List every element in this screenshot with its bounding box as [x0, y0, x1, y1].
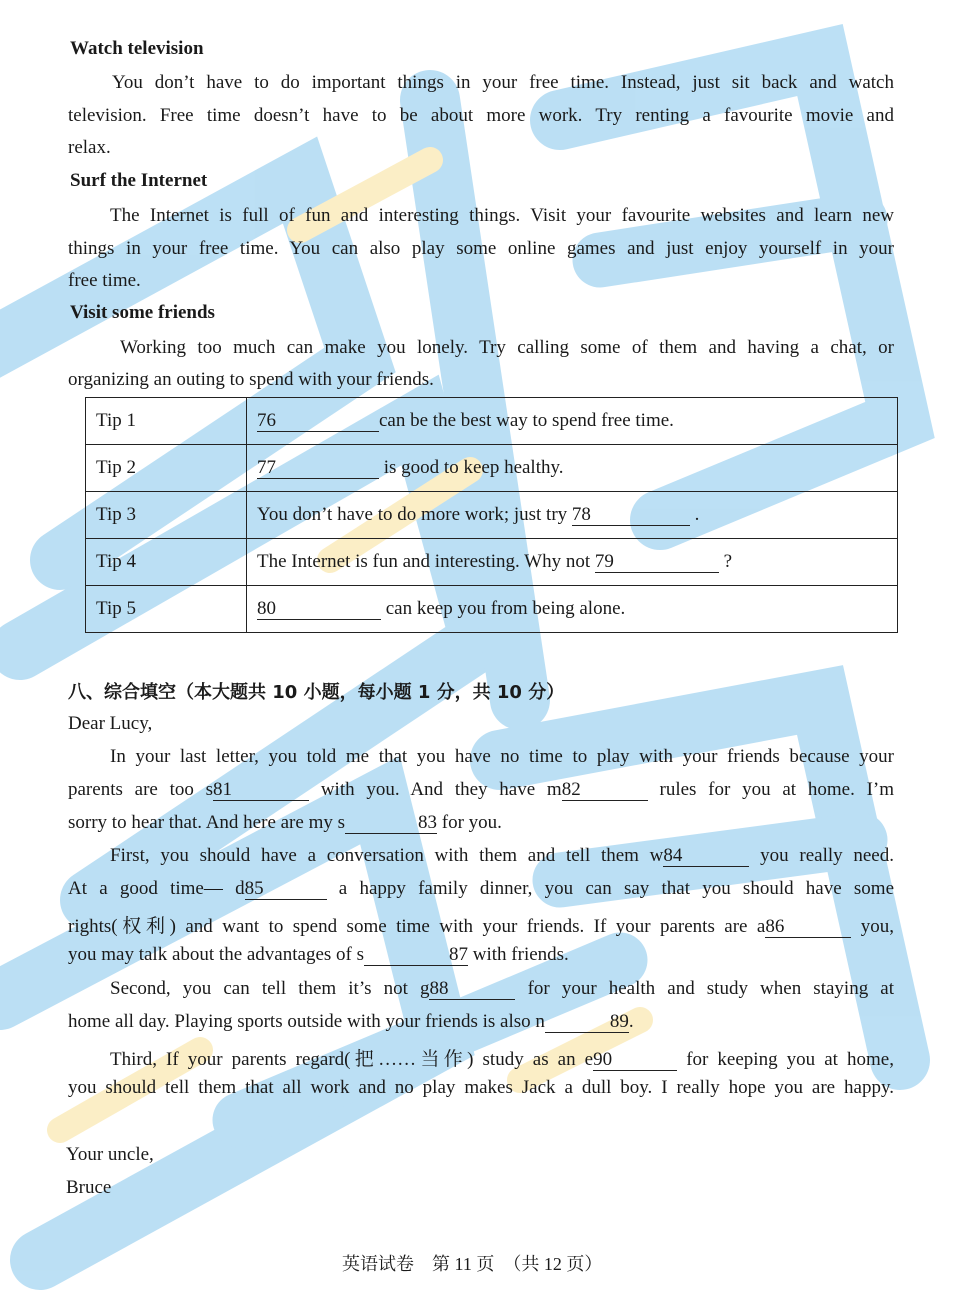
letter-line: Third, If your parents regard(把……当作) study as an e90 for keeping you at home, — [110, 1049, 894, 1070]
passage-line: relax. — [68, 137, 111, 158]
answer-blank-77[interactable]: 77 — [257, 458, 379, 479]
tip-label: Tip 3 — [86, 492, 247, 539]
tip-content: 80 can keep you from being alone. — [247, 586, 898, 633]
answer-blank-85[interactable]: 85 — [245, 879, 327, 900]
table-row — [86, 492, 898, 539]
section-heading-surf-internet: Surf the Internet — [70, 170, 208, 191]
answer-blank-83[interactable]: 83 — [345, 813, 437, 834]
letter-line: At a good time— d85 a happy family dinner, you can say that you should have some — [68, 878, 894, 899]
section-title: 八、综合填空（本大题共 10 小题，每小题 1 分，共 10 分） — [68, 682, 565, 703]
tip-content: The Internet is fun and interesting. Why not 79 ? — [247, 539, 898, 586]
passage-line: Working too much can make you lonely. Try calling some of them and having a chat, or — [120, 337, 894, 358]
letter-closing: Your uncle, — [66, 1144, 154, 1165]
answer-blank-89[interactable]: 89 — [545, 1012, 629, 1033]
table-row — [86, 539, 898, 586]
table-row — [86, 445, 898, 492]
page-footer: 英语试卷 第 11 页 （共 12 页） — [342, 1254, 603, 1274]
letter-line: home all day. Playing sports outside with your friends is also n 89. — [68, 1011, 634, 1032]
letter-line: First, you should have a conversation with them and tell them w84 you really need. — [110, 845, 894, 866]
answer-blank-82[interactable]: 82 — [562, 780, 648, 801]
letter-greeting: Dear Lucy, — [68, 713, 153, 734]
passage-line: free time. — [68, 270, 141, 291]
answer-blank-79[interactable]: 79 — [595, 552, 719, 573]
tip-content: 77 is good to keep healthy. — [247, 445, 898, 492]
letter-line: rights(权利) and want to spend some time with your friends. If your parents are a86 you, — [68, 916, 895, 937]
table-row — [86, 398, 898, 445]
answer-blank-80[interactable]: 80 — [257, 599, 381, 620]
answer-blank-76[interactable]: 76 — [257, 411, 379, 432]
tips-table — [85, 397, 898, 633]
letter-line: you may talk about the advantages of s 87 with friends. — [68, 944, 569, 965]
answer-blank-90[interactable]: 90 — [593, 1050, 677, 1071]
passage-line: things in your free time. You can also play some online games and just enjoy yourself in your — [68, 238, 894, 259]
letter-line: Second, you can tell them it’s not g88 for your health and study when staying at — [110, 978, 894, 999]
passage-line: television. Free time doesn’t have to be about more work. Try renting a favourite movie and — [68, 105, 894, 126]
letter-line: you should tell them that all work and no play makes Jack a dull boy. I really hope you are happy. — [68, 1077, 894, 1098]
tip-label: Tip 4 — [86, 539, 247, 586]
tip-label: Tip 2 — [86, 445, 247, 492]
passage-line: organizing an outing to spend with your friends. — [68, 369, 434, 390]
tip-label: Tip 5 — [86, 586, 247, 633]
answer-blank-86[interactable]: 86 — [765, 917, 851, 938]
passage-line: The Internet is full of fun and interesting things. Visit your favourite websites and learn new — [110, 205, 894, 226]
answer-blank-87[interactable]: 87 — [364, 945, 468, 966]
letter-line: In your last letter, you told me that you have no time to play with your friends because your — [110, 746, 894, 767]
tip-label: Tip 1 — [86, 398, 247, 445]
table-row — [86, 586, 898, 633]
answer-blank-84[interactable]: 84 — [663, 846, 749, 867]
section-heading-watch-television: Watch television — [70, 38, 204, 59]
section-heading-visit-friends: Visit some friends — [70, 302, 215, 323]
letter-signature: Bruce — [66, 1177, 112, 1198]
letter-line: parents are too s81 with you. And they have m82 rules for you at home. I’m — [68, 779, 895, 800]
answer-blank-78[interactable]: 78 — [572, 505, 690, 526]
tip-content: You don’t have to do more work; just try 78 . — [247, 492, 898, 539]
answer-blank-88[interactable]: 88 — [429, 979, 515, 1000]
tip-content: 76 can be the best way to spend free time. — [247, 398, 898, 445]
letter-line: sorry to hear that. And here are my s 83 for you. — [68, 812, 502, 833]
passage-line: You don’t have to do important things in your free time. Instead, just sit back and watch — [112, 72, 894, 93]
answer-blank-81[interactable]: 81 — [213, 780, 309, 801]
